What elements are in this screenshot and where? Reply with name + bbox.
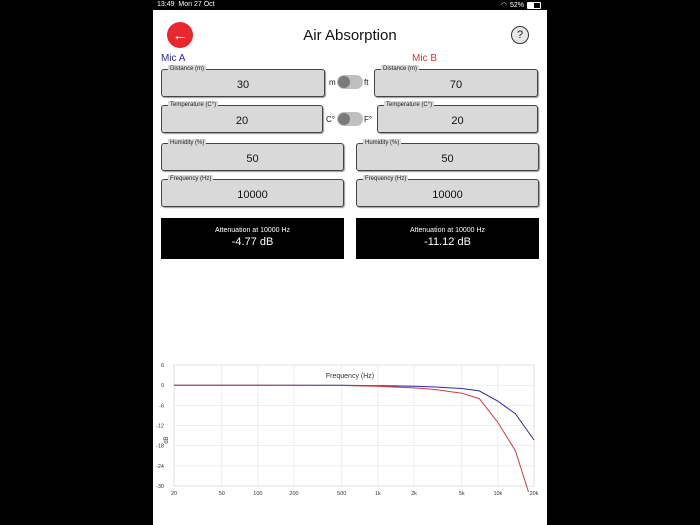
attenuation-value: -4.77 dB xyxy=(231,236,274,248)
field-label: Humidity (%) xyxy=(365,140,400,146)
field-value: 30 xyxy=(236,79,250,91)
status-bar xyxy=(153,0,547,10)
status-time-date: 13:49 Mon 27 Oct xyxy=(157,1,215,8)
chart-x-tick-label: 20k xyxy=(529,491,539,497)
field-value: 50 xyxy=(441,153,454,165)
chart-x-tick-label: 100 xyxy=(253,491,263,497)
wifi-icon: ◠ xyxy=(500,2,507,9)
chart-y-tick-label: -6 xyxy=(159,403,164,410)
mic-b-attenuation-panel xyxy=(356,218,539,259)
attenuation-label: Attenuation at 10000 Hz xyxy=(409,227,486,234)
status-right xyxy=(501,1,541,9)
battery-icon xyxy=(527,2,541,9)
mic-a-humidity-field[interactable] xyxy=(161,140,344,171)
attenuation-value: -11.12 dB xyxy=(424,236,471,248)
field-label: Distance (m) xyxy=(170,66,205,72)
help-button[interactable]: ? xyxy=(511,26,529,44)
chart-x-tick-label: 50 xyxy=(218,491,225,497)
mic-a-attenuation-panel xyxy=(161,218,344,259)
mic-a-label: Mic A xyxy=(161,53,186,64)
mic-b-distance-field[interactable] xyxy=(374,66,538,97)
mic-b-humidity-field[interactable] xyxy=(356,140,539,171)
field-value: 70 xyxy=(449,79,463,91)
chart-y-tick-label: -12 xyxy=(156,423,164,430)
distance-unit-toggle[interactable] xyxy=(337,75,363,89)
arrow-left-icon: ← xyxy=(172,26,188,44)
chart-x-tick-label: 5k xyxy=(458,491,465,497)
mic-a-distance-field[interactable] xyxy=(161,66,325,97)
toggle-knob xyxy=(338,76,350,88)
chart-y-tick-label: -30 xyxy=(156,484,164,490)
field-label: Humidity (%) xyxy=(170,140,205,146)
app-screen xyxy=(153,10,547,525)
chart-y-tick-label: 6 xyxy=(160,363,164,369)
page-title: Air Absorption xyxy=(303,27,397,44)
chart-y-tick-label: 0 xyxy=(160,383,164,390)
chart-xlabel: Frequency (Hz) xyxy=(325,373,375,380)
field-value: 20 xyxy=(235,115,249,127)
field-label: Distance (m) xyxy=(383,66,418,72)
chart-x-tick-label: 500 xyxy=(337,491,347,497)
field-label: Temperature (C°) xyxy=(170,102,217,108)
attenuation-label: Attenuation at 10000 Hz xyxy=(214,227,291,234)
toggle-knob xyxy=(338,113,350,125)
mic-b-label: Mic B xyxy=(412,53,437,64)
mic-a-temperature-field[interactable] xyxy=(161,102,323,133)
mic-b-temperature-field[interactable] xyxy=(377,102,538,133)
unit-ft-label: ft xyxy=(364,78,369,87)
chart-ylabel: dB xyxy=(164,436,170,444)
temperature-unit-toggle[interactable] xyxy=(337,112,363,126)
chart-y-tick-label: -24 xyxy=(156,463,164,470)
mic-a-frequency-field[interactable] xyxy=(161,176,344,207)
unit-m-label: m xyxy=(329,78,336,87)
chart-y-tick-label: -18 xyxy=(156,443,164,450)
chart-x-tick-label: 10k xyxy=(493,491,503,497)
field-label: Frequency (Hz) xyxy=(365,176,407,182)
field-value: 10000 xyxy=(237,189,268,201)
field-value: 20 xyxy=(451,115,464,127)
battery-percent: 52% xyxy=(509,1,524,9)
field-label: Frequency (Hz) xyxy=(170,176,212,182)
unit-c-label: C° xyxy=(326,115,335,124)
field-label: Temperature (C°) xyxy=(386,102,433,108)
chart-x-tick-label: 1k xyxy=(374,491,381,497)
field-value: 10000 xyxy=(432,189,463,201)
attenuation-chart xyxy=(153,356,547,501)
unit-f-label: F° xyxy=(364,115,373,124)
mic-b-frequency-field[interactable] xyxy=(356,176,539,207)
chart-x-tick-label: 2k xyxy=(411,491,417,497)
chart-x-tick-label: 200 xyxy=(289,491,299,497)
chart-x-tick-label: 20 xyxy=(170,491,178,497)
field-value: 50 xyxy=(246,153,259,165)
